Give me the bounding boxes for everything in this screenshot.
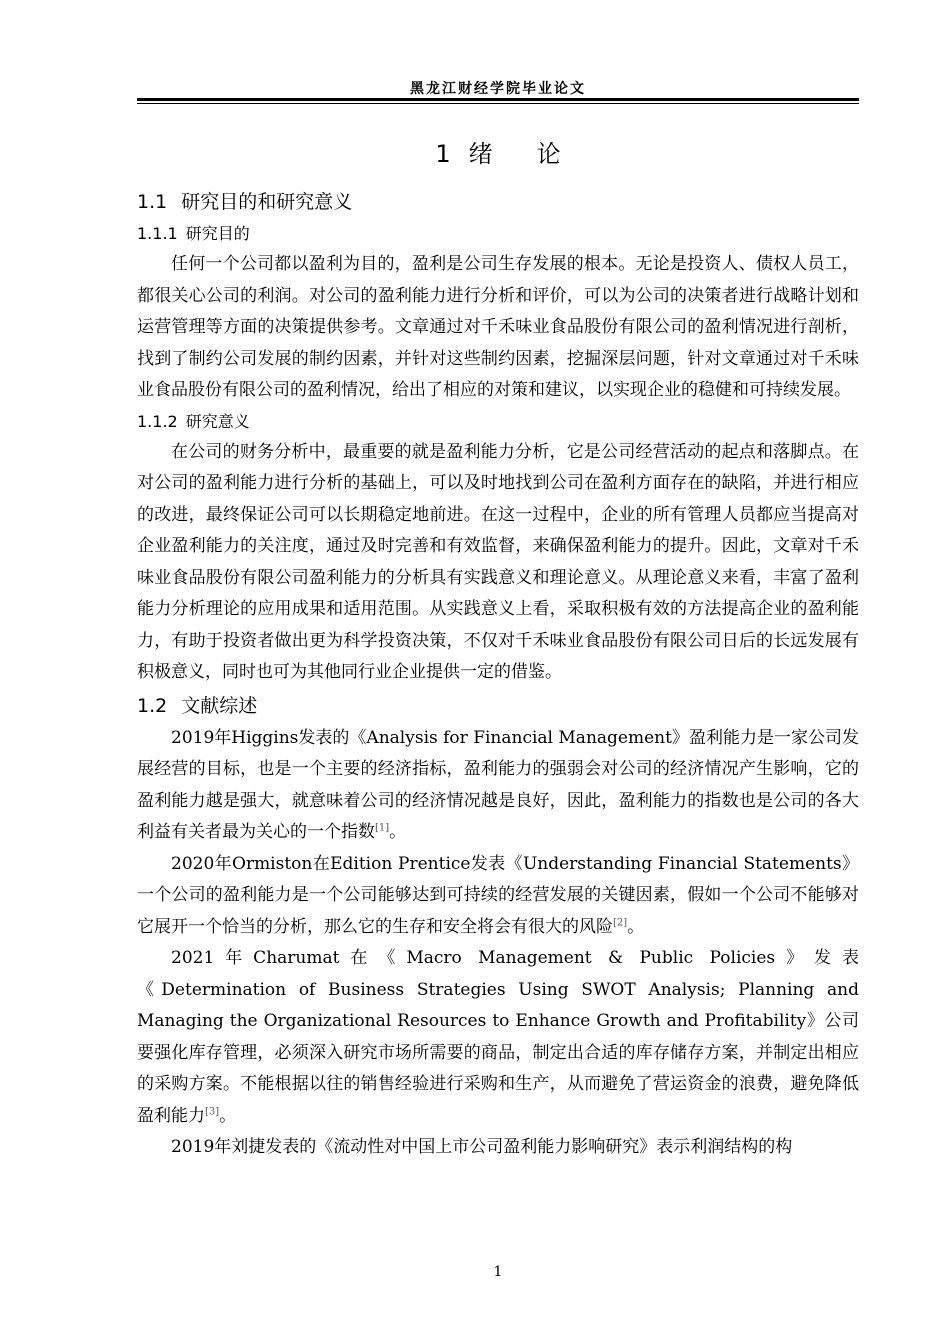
paragraph-research-purpose: 任何一个公司都以盈利为目的，盈利是公司生存发展的根本。无论是投资人、债权人员工，都很关心公司的利润。对公司的盈利能力进行分析和评价，可以为公司的决策者进行战略计划和运营管理等方面的决策提供参考。文章通过对千禾味业食品股份有限公司的盈利情况进行剖析，找到了制约公司发展的制约因素，并针对这些制约因素，挖掘深层问题，针对文章通过对千禾味业食品股份有限公司的盈利情况，给出了相应的对策和建议，以实现企业的稳健和可持续发展。 [137, 254, 859, 400]
section-heading-1-1 [137, 185, 859, 219]
paragraph-text: 2021年Charumat在《Macro Management & Public Policies》发表《Determination of Business Strategies Using SWOT Analysis; Planning and Managing the Organizational Resources to Enhance Growth and Profitability》公司要强化库存管理，必须深入研究市场所需要的商品，制定出合适的库存储存方案，并制定出相应的采购方案。不能根据以往的销售经验进行采购和生产，从而避免了营运资金的浪费，避免降低盈利能力 [137, 948, 859, 1126]
subsection-heading-1-1-2 [137, 407, 859, 437]
paragraph-literature-higgins [137, 723, 859, 849]
section-heading-1-2 [137, 689, 859, 723]
section-title: 文献综述 [181, 694, 258, 717]
subsection-heading-1-1-1 [137, 219, 859, 249]
page-body [137, 185, 859, 1164]
paragraph-literature-ormiston [137, 849, 859, 944]
paragraph-literature-charumat [137, 943, 859, 1132]
subsection-number: 1.1.2 [137, 411, 178, 431]
section-number: 1.1 [137, 191, 168, 213]
chapter-title-part1: 绪 [468, 140, 493, 168]
citation-ref[interactable]: [2] [613, 916, 628, 928]
chapter-number: 1 [435, 140, 451, 168]
citation-ref[interactable]: [1] [375, 822, 390, 834]
paragraph-end: 。 [219, 1105, 237, 1126]
paragraph-end: 。 [627, 916, 645, 937]
chapter-title [137, 134, 859, 169]
subsection-number: 1.1.1 [137, 224, 178, 243]
paragraph-text: 2019年Higgins发表的《Analysis for Financial Management》盈利能力是一家公司发展经营的目标，也是一个主要的经济指标，盈利能力的强弱会对公司的经济情况产生影响，它的盈利能力越是强大，就意味着公司的经济情况越是良好，因此，盈利能力的指数也是公司的各大利益有关者最为关心的一个指数 [137, 727, 859, 842]
running-header: 黑龙江财经学院毕业论文 [410, 81, 586, 97]
section-number: 1.2 [137, 694, 168, 717]
paragraph-text: 2020年Ormiston在Edition Prentice发表《Understanding Financial Statements》一个公司的盈利能力是一个公司能够达到可持续的经营发展的关键因素，假如一个公司不能够对它展开一个恰当的分析，那么它的生存和安全将会有很大的风险 [137, 853, 859, 937]
chapter-title-part2: 论 [536, 140, 561, 168]
subsection-title: 研究意义 [185, 411, 250, 431]
paragraph-end: 。 [389, 822, 407, 842]
paragraph-literature-liujie: 2019年刘捷发表的《流动性对中国上市公司盈利能力影响研究》表示利润结构的构 [171, 1137, 793, 1157]
page-number: 1 [493, 1264, 503, 1280]
header-rule-thick [137, 98, 859, 101]
section-title: 研究目的和研究意义 [181, 191, 353, 213]
header-rule-thin [137, 103, 859, 104]
citation-ref[interactable]: [3] [205, 1105, 220, 1117]
paragraph-research-significance: 在公司的财务分析中，最重要的就是盈利能力分析，它是公司经营活动的起点和落脚点。在对公司的盈利能力进行分析的基础上，可以及时地找到公司在盈利方面存在的缺陷，并进行相应的改进，最终保证公司可以长期稳定地前进。在这一过程中，企业的所有管理人员都应当提高对企业盈利能力的关注度，通过及时完善和有效监督，来确保盈利能力的提升。因此，文章对千禾味业食品股份有限公司盈利能力的分析具有实践意义和理论意义。从理论意义来看，丰富了盈利能力分析理论的应用成果和适用范围。从实践意义上看，采取积极有效的方法提高企业的盈利能力，有助于投资者做出更为科学投资决策，不仅对千禾味业食品股份有限公司日后的长远发展有积极意义，同时也可为其他同行业企业提供一定的借鉴。 [137, 441, 859, 682]
subsection-title: 研究目的 [185, 224, 250, 243]
